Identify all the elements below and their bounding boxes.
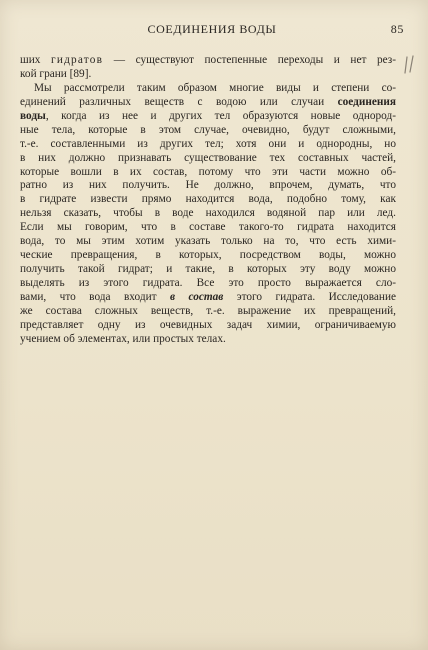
text-line: вами, что вода входит в состав этого гидрата. Исследование bbox=[20, 290, 396, 303]
text-line: ратно из них получить. Не должно, впрочем, думать, что bbox=[20, 179, 396, 192]
text-line: которые вошли в их состав, потому что эти части можно об- bbox=[20, 165, 396, 178]
text-line: ческие превращения, в которых, посредством воды, можно bbox=[20, 249, 396, 262]
running-title: СОЕДИНЕНИЯ ВОДЫ bbox=[147, 22, 277, 36]
text-line: Мы рассмотрели таким образом многие виды и степени со- bbox=[34, 81, 396, 94]
body-text bbox=[20, 54, 396, 347]
text-line: нельзя сказать, чтобы в воде находился водяной пар или лед. bbox=[20, 207, 396, 220]
text-line: единений различных веществ с водою или случаи соединения bbox=[20, 95, 396, 108]
text-line: Если мы говорим, что в составе такого-то гидрата находится bbox=[20, 221, 396, 234]
text-line: же состава сложных веществ, т.-е. выражение их превращений, bbox=[20, 304, 396, 317]
text-line: вода, то мы этим хотим указать только на то, что есть хими- bbox=[20, 235, 396, 248]
text-line: выделять из этого гидрата. Все это просто выражается сло- bbox=[20, 277, 396, 289]
text-line: представляет одну из очевидных задач химии, ограничиваемую bbox=[20, 318, 396, 331]
text-line: ших гидратов — существуют постепенные переходы и нет рез- bbox=[20, 54, 396, 66]
page-number: 85 bbox=[390, 22, 404, 36]
text-line: в них должно признавать существование тех составных частей, bbox=[20, 151, 396, 164]
text-line: воды, когда из нее и других тел образуются новые однород- bbox=[20, 109, 396, 122]
text-line: получить такой гидрат; и такие, в которых эту воду можно bbox=[20, 263, 396, 276]
text-line: т.-е. составленными из других тел; хотя они и однородны, но bbox=[20, 137, 396, 150]
text-line: в гидрате извести прямо находится вода, подобно тому, как bbox=[20, 193, 396, 206]
pencil-margin-mark bbox=[403, 55, 417, 75]
page-header bbox=[20, 22, 404, 38]
text-line: учением об элементах, или простых телах. bbox=[20, 332, 226, 345]
text-line: кой грани [89]. bbox=[20, 67, 92, 80]
text-line: ные тела, которые в этом случае, очевидно, будут сложными, bbox=[20, 123, 396, 136]
